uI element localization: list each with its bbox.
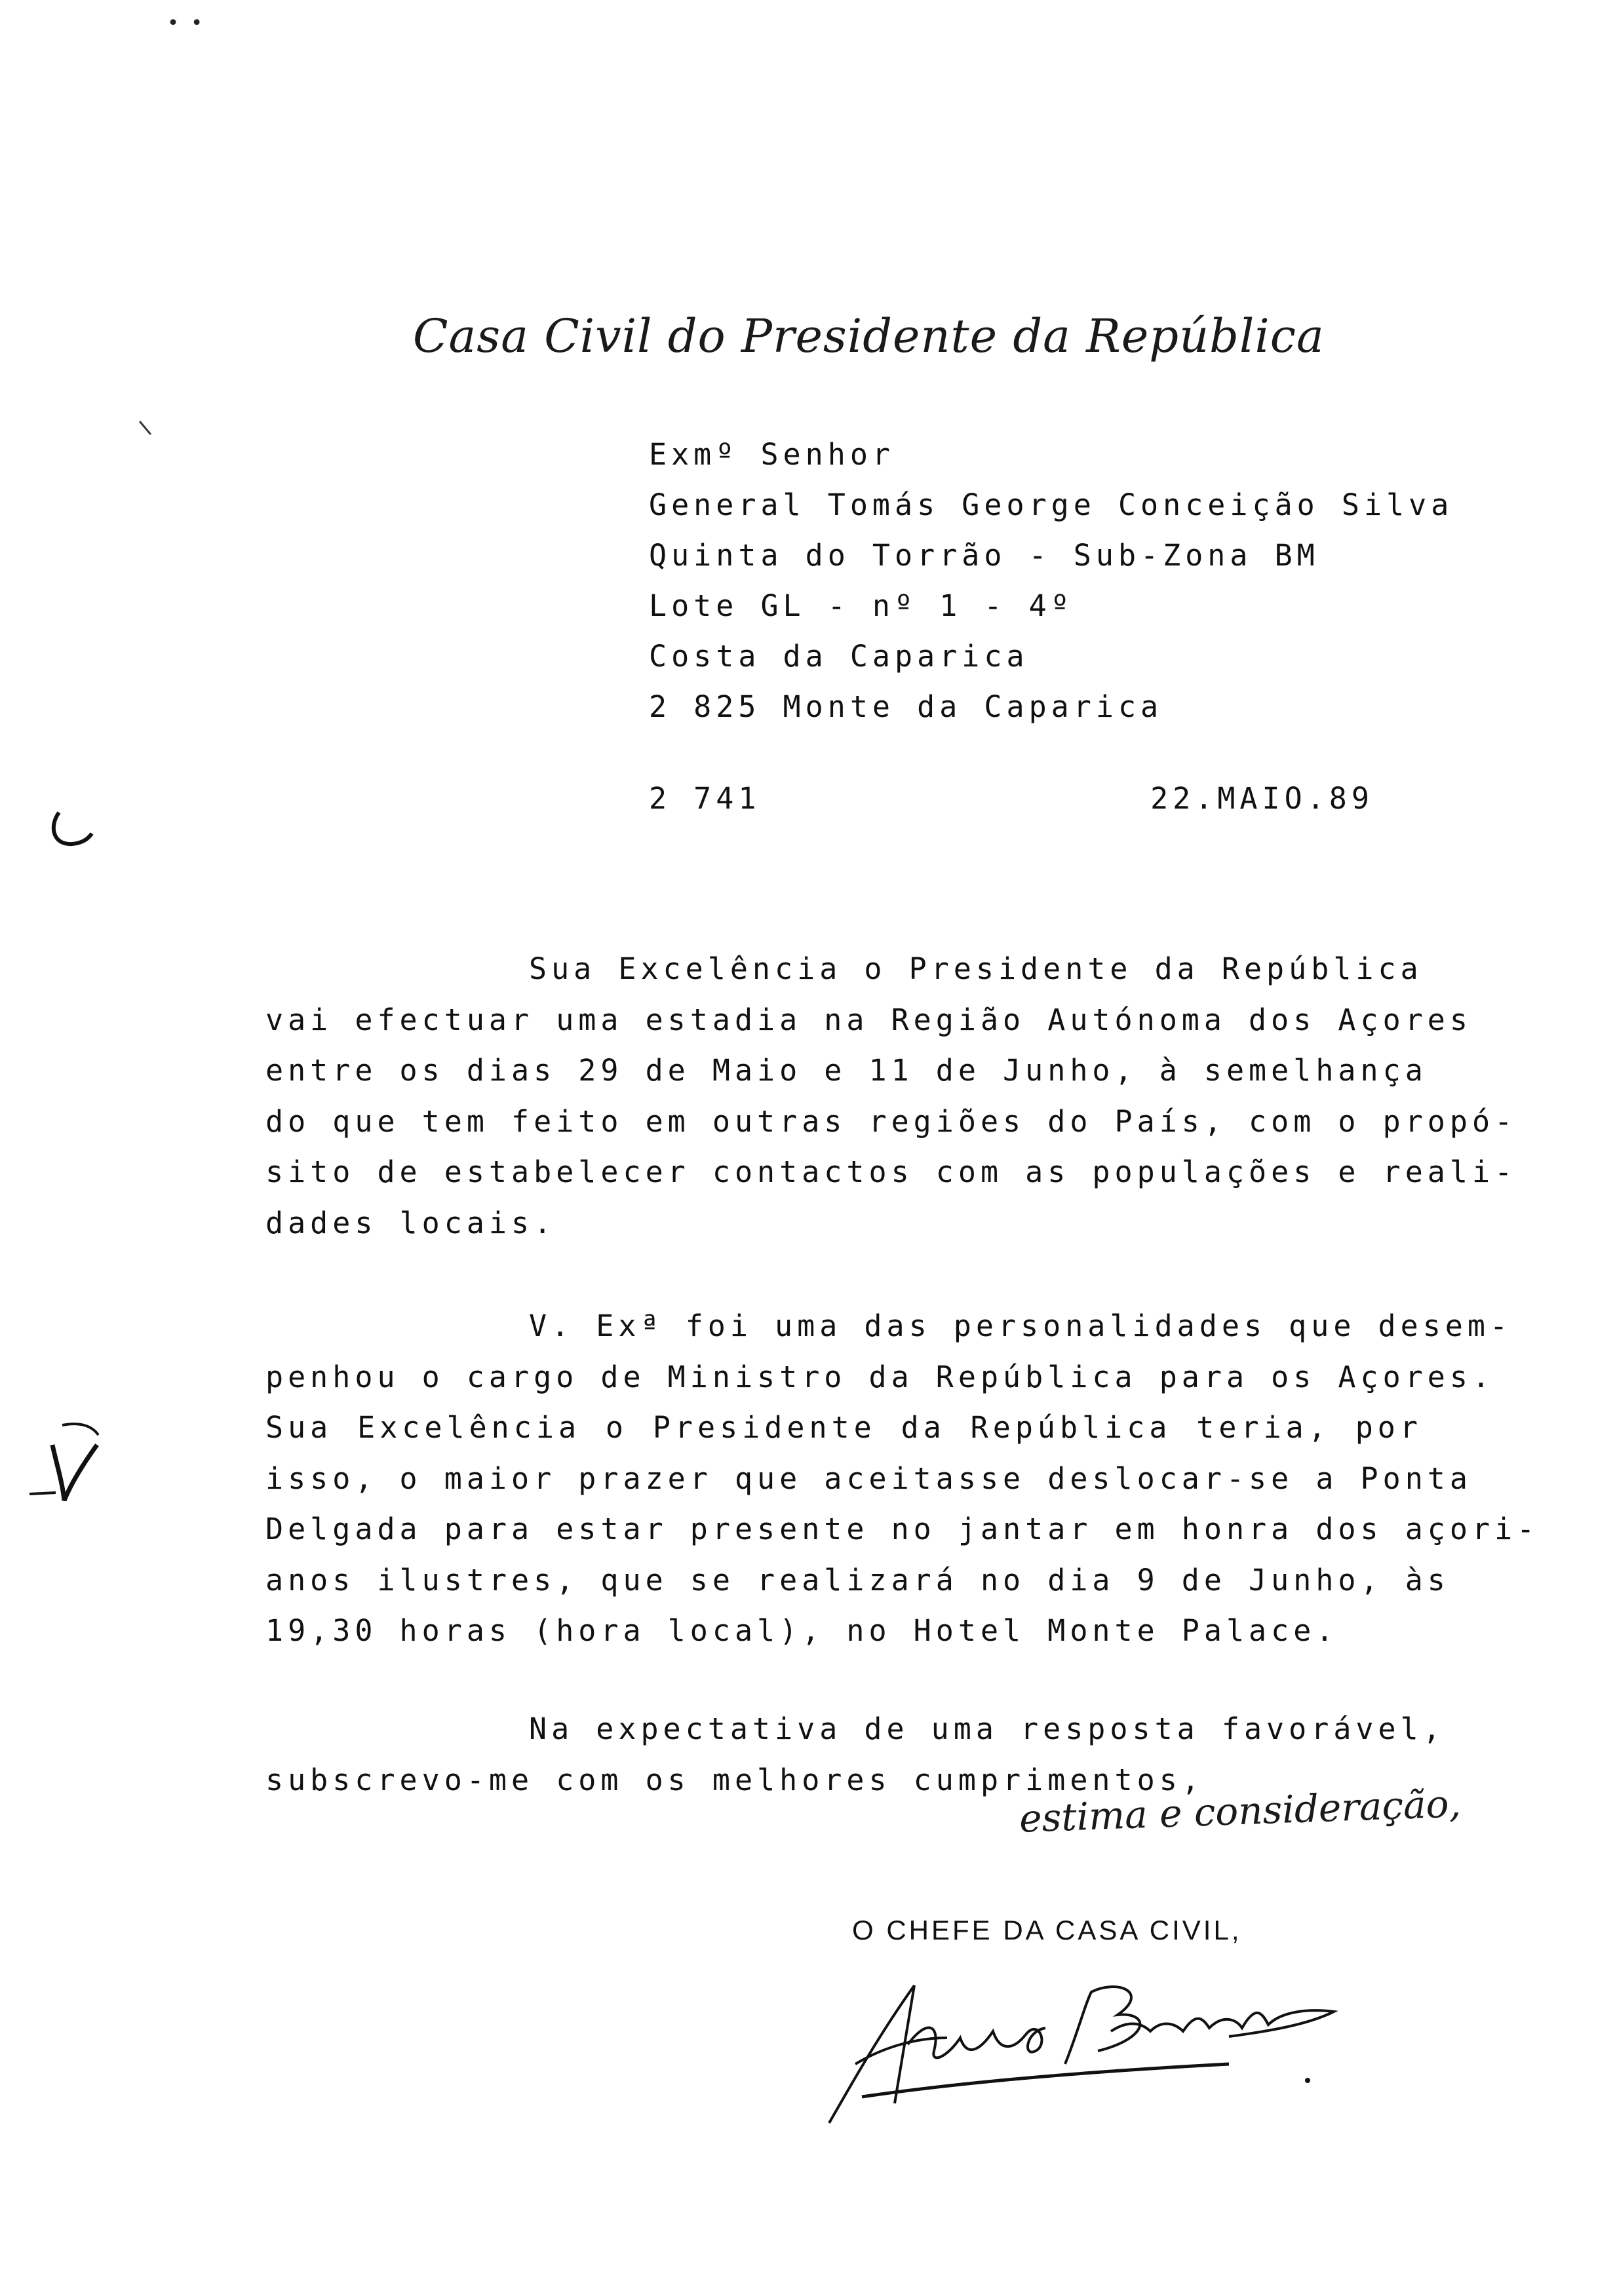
- closing-title: O CHEFE DA CASA CIVIL,: [852, 1915, 1242, 1945]
- handwritten-addition: estima e consideração,: [1019, 1781, 1462, 1841]
- stray-tick: [139, 421, 151, 435]
- body-line: isso, o maior prazer que aceitasse deslocar-se a Ponta: [265, 1461, 1472, 1496]
- body-line: Sua Excelência o Presidente da República teria, por: [265, 1410, 1422, 1445]
- body-line: anos ilustres, que se realizará no dia 9 de Junho, às: [265, 1562, 1450, 1598]
- address-line: 2 825 Monte da Caparica: [649, 689, 1163, 724]
- address-line: General Tomás George Conceição Silva: [649, 488, 1454, 522]
- body-line: subscrevo-me com os melhores cumprimentos,: [265, 1762, 1204, 1797]
- letterhead: Casa Civil do Presidente da República: [413, 309, 1325, 363]
- margin-mark-v: [26, 1415, 111, 1514]
- body-line: vai efectuar uma estadia na Região Autónoma dos Açores: [265, 1002, 1472, 1037]
- margin-mark-c: [46, 806, 98, 852]
- body-line: Delgada para estar presente no jantar em honra dos açori-: [265, 1512, 1540, 1546]
- paragraph-2: [265, 1301, 1540, 1656]
- body-line: sito de estabelecer contactos com as populações e reali-: [265, 1155, 1517, 1189]
- body-line: dades locais.: [265, 1205, 556, 1240]
- body-line: do que tem feito em outras regiões do País, com o propó-: [265, 1103, 1517, 1139]
- body-line: V. Exª foi uma das personalidades que desem-: [529, 1309, 1513, 1343]
- reference-number: 2 741: [649, 781, 761, 816]
- body-line: Sua Excelência o Presidente da República: [529, 951, 1423, 986]
- recipient-address: [649, 429, 1453, 732]
- address-line: Exmº Senhor: [649, 437, 895, 472]
- letter-date: 22.MAIO.89: [1150, 781, 1374, 816]
- body-line: 19,30 horas (hora local), no Hotel Monte Palace.: [265, 1613, 1338, 1648]
- address-line: Costa da Caparica: [649, 639, 1029, 674]
- body-line: penhou o cargo de Ministro da República para os Açores.: [265, 1359, 1495, 1394]
- body-line: entre os dias 29 de Maio e 11 de Junho, à semelhança: [265, 1053, 1428, 1088]
- address-line: Lote GL - nº 1 - 4º: [649, 588, 1074, 623]
- signature: [809, 1966, 1373, 2136]
- address-line: Quinta do Torrão - Sub-Zona BM: [649, 538, 1319, 573]
- paragraph-1: [265, 944, 1517, 1248]
- stray-dots: • •: [167, 12, 203, 35]
- body-line: Na expectativa de uma resposta favorável,: [529, 1712, 1445, 1746]
